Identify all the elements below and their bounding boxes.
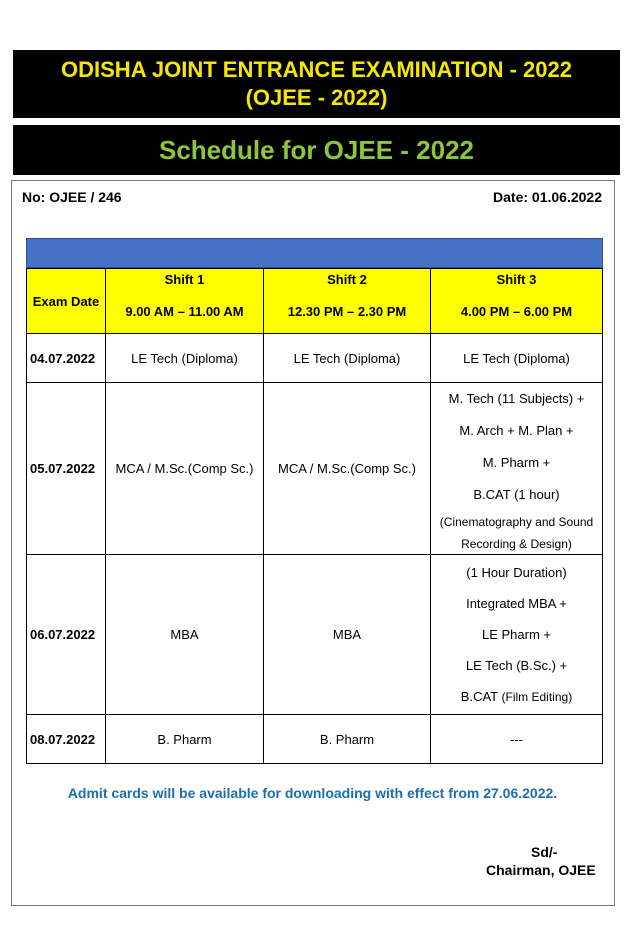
table-cell: B. Pharm — [263, 714, 431, 764]
exam-short-title: (OJEE - 2022) — [245, 85, 388, 110]
table-cell: LE Tech (Diploma) — [263, 333, 431, 383]
table-cell: MBA — [263, 554, 431, 715]
shift-1-name: Shift 1 — [164, 272, 205, 287]
exam-date-header: Exam Date — [26, 268, 106, 334]
schedule-banner — [13, 125, 620, 175]
table-cell: B. Pharm — [105, 714, 264, 764]
table-cell: (1 Hour Duration) Integrated MBA + LE Pharm + LE Tech (B.Sc.) + B.CAT (Film Editing) — [430, 554, 603, 715]
table-row-date: 06.07.2022 — [26, 554, 106, 715]
table-cell: LE Tech (Diploma) — [105, 333, 264, 383]
table-row-date: 08.07.2022 — [26, 714, 106, 764]
shift-3-time: 4.00 PM – 6.00 PM — [460, 304, 573, 319]
shift-2-name: Shift 2 — [327, 272, 367, 287]
table-top-bar — [26, 238, 603, 268]
exam-title: ODISHA JOINT ENTRANCE EXAMINATION - 2022 — [61, 57, 572, 82]
table-cell: MBA — [105, 554, 264, 715]
shift-1-header — [105, 268, 264, 334]
schedule-title: Schedule for OJEE - 2022 — [158, 135, 474, 165]
table-row-date: 04.07.2022 — [26, 333, 106, 383]
shift-2-header — [263, 268, 431, 334]
shift-2-time: 12.30 PM – 2.30 PM — [287, 304, 407, 319]
signature-mark: Sd/- — [531, 844, 558, 860]
table-cell: LE Tech (Diploma) — [430, 333, 603, 383]
shift-1-time: 9.00 AM – 11.00 AM — [125, 304, 244, 319]
shift-3-name: Shift 3 — [496, 272, 537, 287]
reference-number: No: OJEE / 246 — [22, 189, 122, 205]
table-cell: MCA / M.Sc.(Comp Sc.) — [105, 382, 264, 555]
table-row-date: 05.07.2022 — [26, 382, 106, 555]
table-cell: MCA / M.Sc.(Comp Sc.) — [263, 382, 431, 555]
admit-card-notice: Admit cards will be available for downloading with effect from 27.06.2022. — [67, 785, 558, 801]
title-banner — [13, 50, 620, 118]
signatory-designation: Chairman, OJEE — [486, 862, 596, 878]
table-cell: --- — [430, 714, 603, 764]
table-cell: M. Tech (11 Subjects) + M. Arch + M. Plan + M. Pharm + B.CAT (1 hour) (Cinematography and Sound Recording & Design) — [430, 382, 603, 555]
reference-date: Date: 01.06.2022 — [493, 189, 602, 205]
shift-3-header — [430, 268, 603, 334]
